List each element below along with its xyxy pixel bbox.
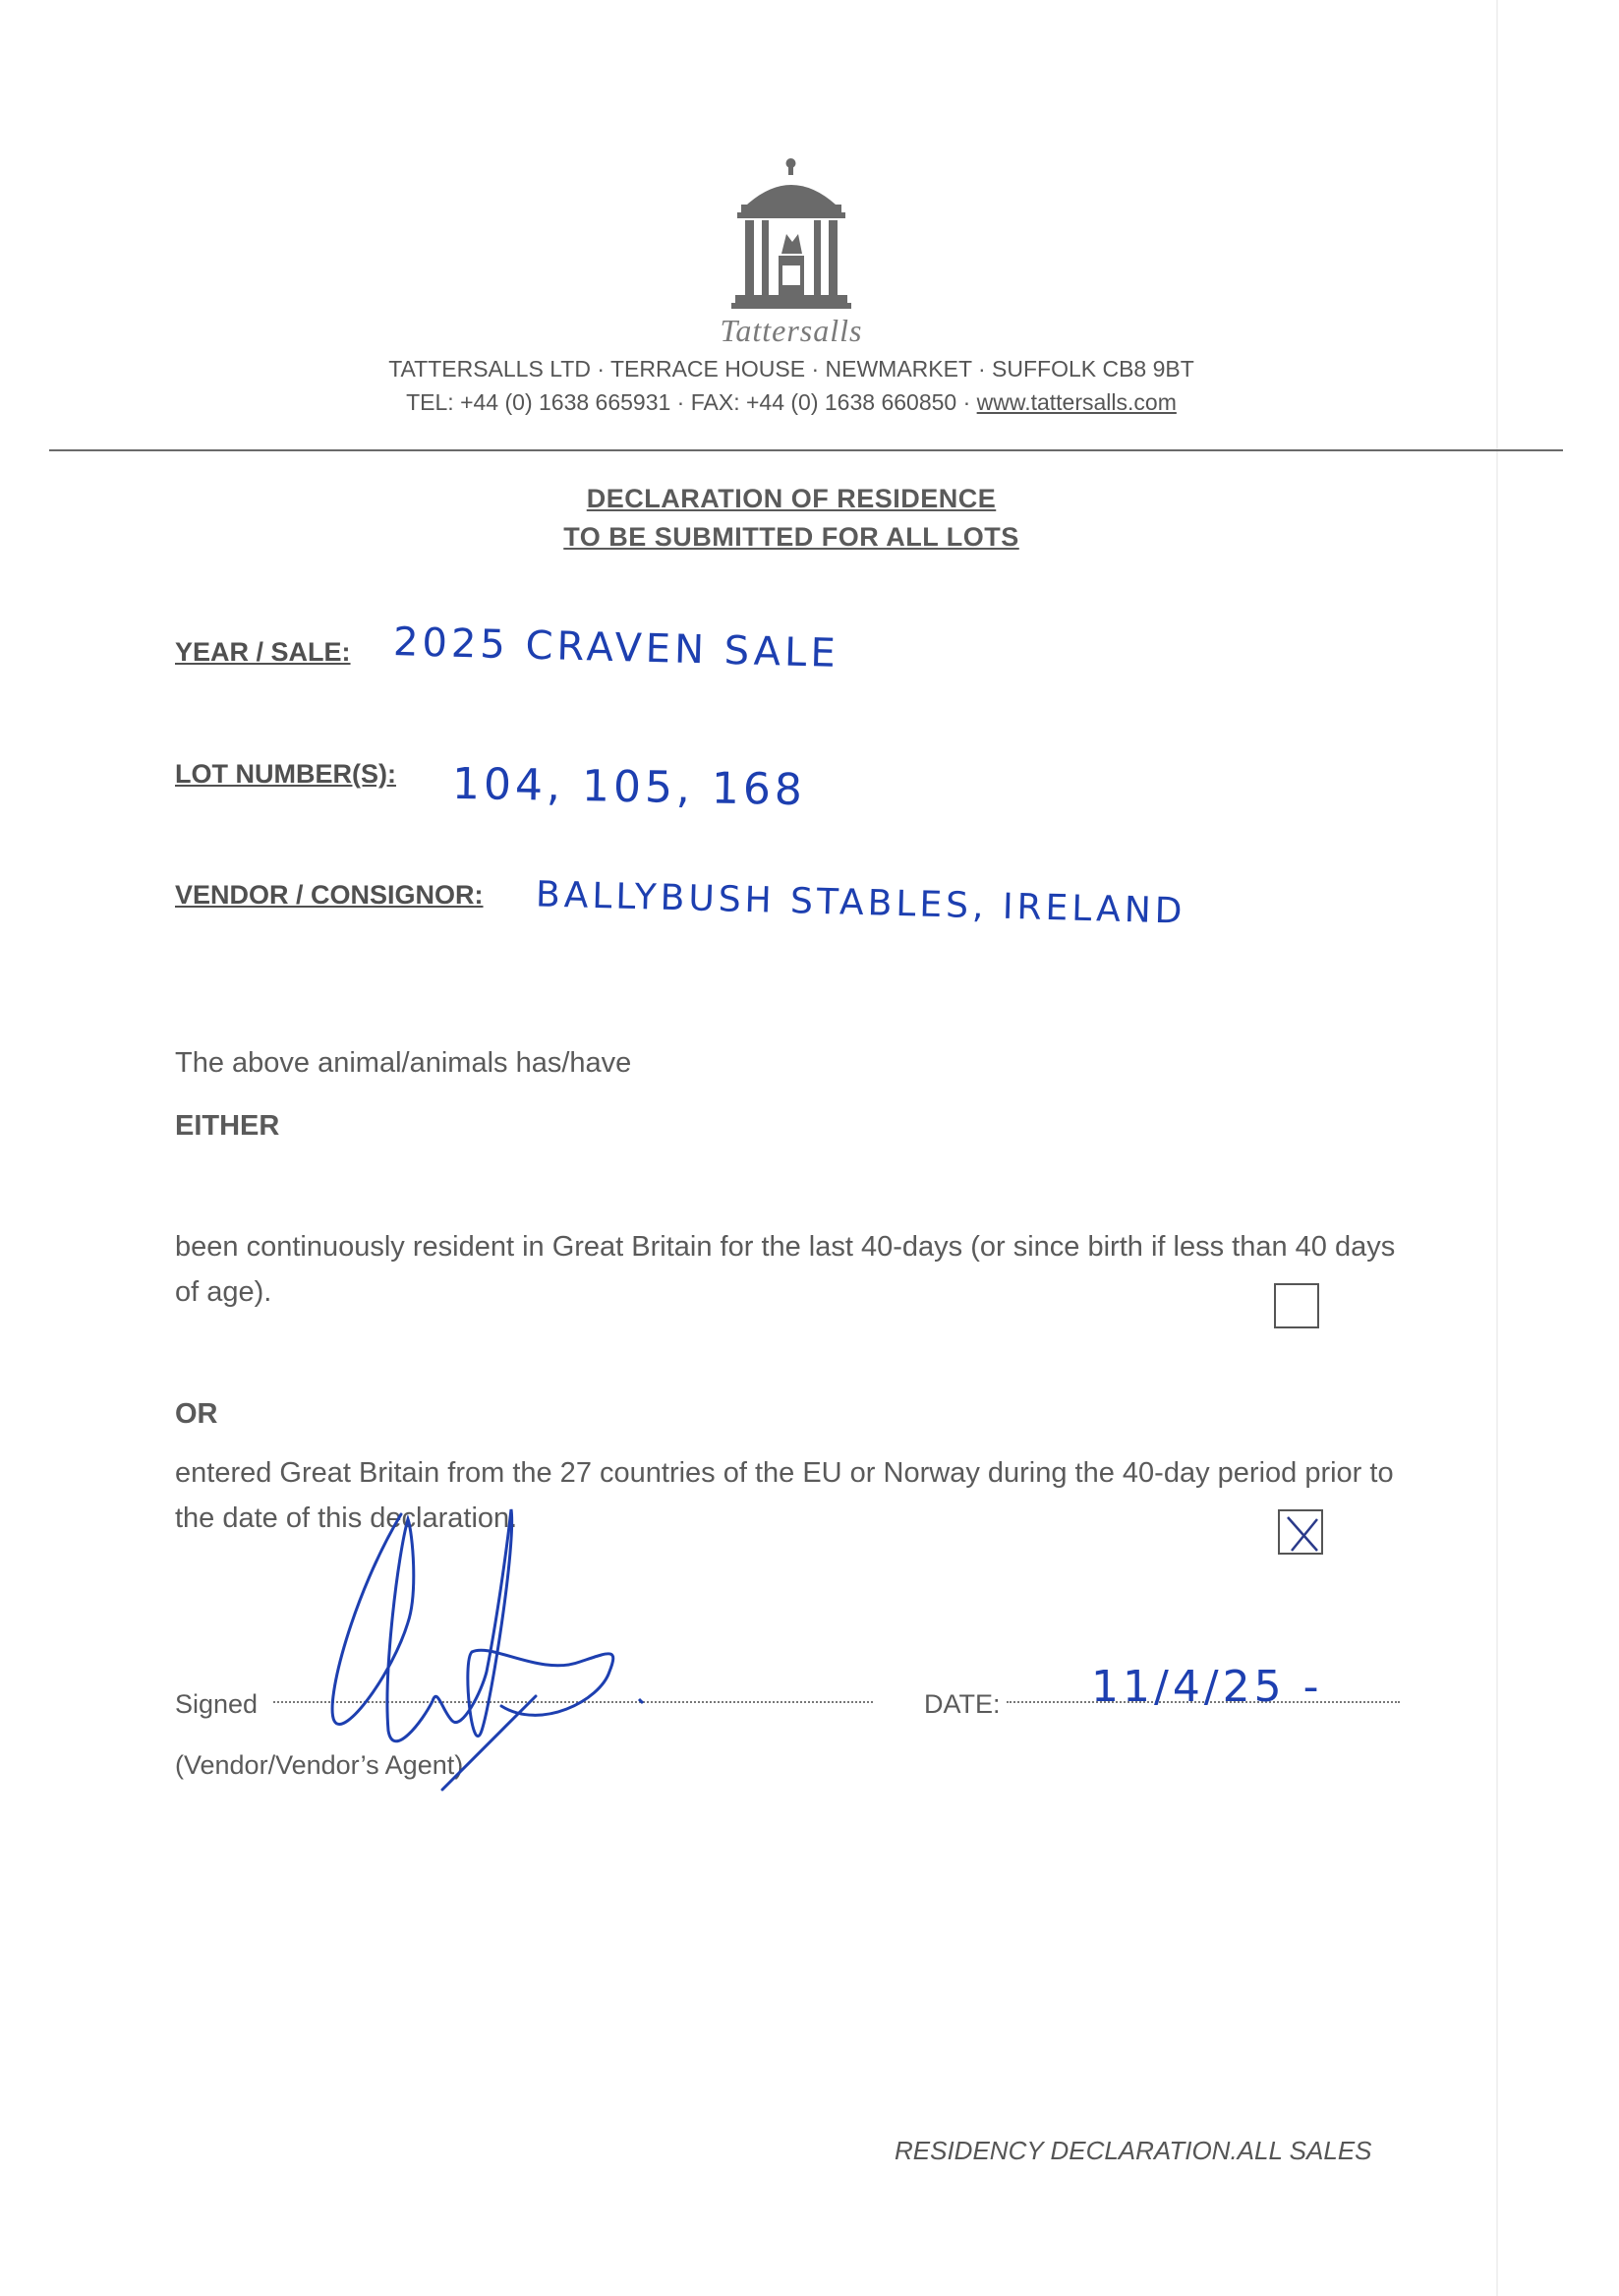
form-footer: RESIDENCY DECLARATION.ALL SALES	[895, 2136, 1372, 2165]
brand-name: Tattersalls	[720, 313, 863, 348]
either-heading: EITHER	[175, 1110, 280, 1142]
vendor-label: VENDOR / CONSIGNOR:	[175, 880, 484, 910]
tattersalls-logo-icon	[727, 157, 855, 315]
intro-text: The above animal/animals has/have	[175, 1047, 632, 1079]
address-line: TATTERSALLS LTD · TERRACE HOUSE · NEWMARKET · SUFFOLK CB8 9BT	[388, 356, 1194, 382]
cross-mark-icon	[1280, 1511, 1325, 1557]
year-sale-label: YEAR / SALE:	[175, 637, 351, 667]
signature-icon	[315, 1475, 727, 1799]
agent-label: (Vendor/Vendor’s Agent)	[175, 1750, 464, 1780]
website-link[interactable]: www.tattersalls.com	[976, 389, 1177, 415]
lot-numbers-label: LOT NUMBER(S):	[175, 759, 396, 789]
date-label: DATE:	[924, 1689, 1001, 1719]
form-subtitle: TO BE SUBMITTED FOR ALL LOTS	[563, 522, 1019, 552]
option2-text: entered Great Britain from the 27 countries of the EU or Norway during the 40-day period prior to the date of this declaration.	[175, 1457, 1394, 1534]
option2-checkbox[interactable]	[1278, 1509, 1323, 1555]
option1-checkbox[interactable]	[1274, 1283, 1319, 1328]
option1-text: been continuously resident in Great Britain for the last 40-days (or since birth if less than 40 days of age).	[175, 1231, 1396, 1308]
form-title: DECLARATION OF RESIDENCE	[586, 484, 997, 513]
header-divider	[49, 449, 1563, 451]
vendor-value[interactable]: BALLYBUSH STABLES, IRELAND	[535, 874, 1186, 932]
year-sale-value[interactable]: 2025 CRAVEN SALE	[392, 619, 840, 677]
lot-numbers-value[interactable]: 104, 105, 168	[451, 758, 807, 816]
date-value[interactable]: 11/4/25 -	[1091, 1662, 1323, 1712]
contact-line	[0, 389, 1583, 416]
or-heading: OR	[175, 1398, 218, 1430]
signed-label: Signed	[175, 1689, 259, 1719]
contact-numbers: TEL: +44 (0) 1638 665931 · FAX: +44 (0) 1638 660850 ·	[406, 389, 977, 415]
